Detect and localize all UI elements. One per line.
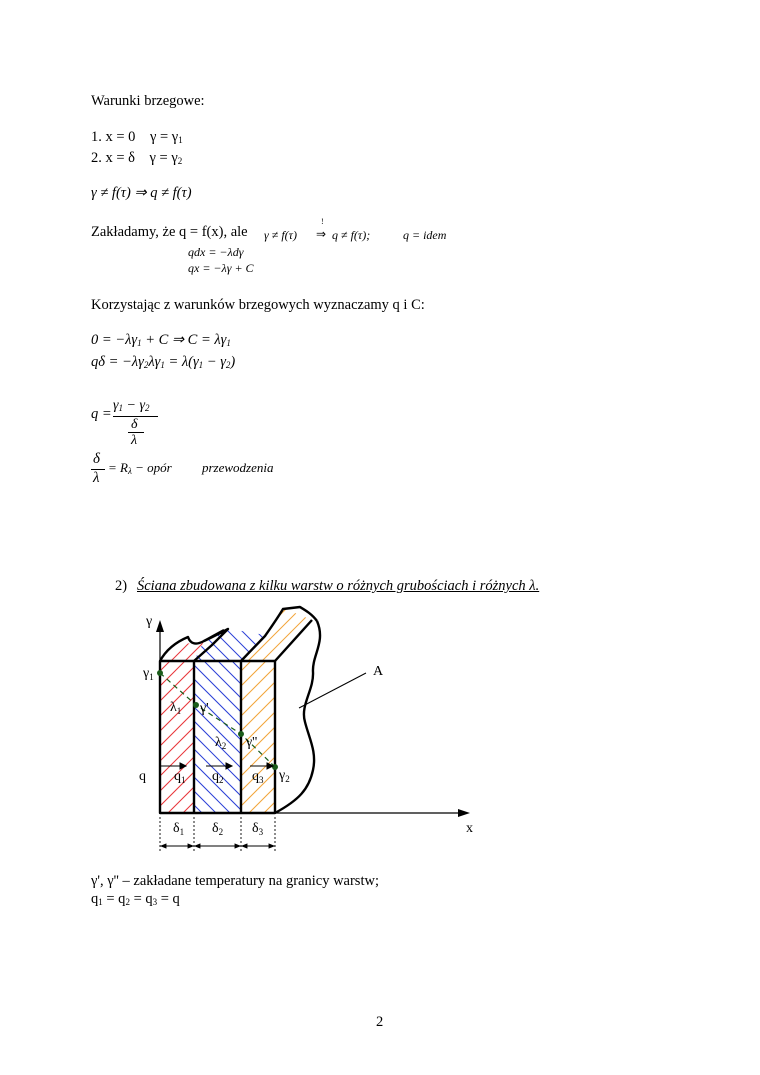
hatch-line	[164, 604, 221, 661]
eq-q-lhs: q =	[91, 406, 112, 422]
hatch-line	[265, 626, 300, 661]
hatch-line	[93, 661, 245, 813]
hatch-line	[358, 661, 510, 813]
implication-equation: γ ≠ f(τ) ⇒ q ≠ f(τ)	[91, 185, 192, 201]
bc1-num: 1. x = 0	[91, 129, 136, 145]
eq-c-b: + C ⇒ C = λγ	[141, 332, 227, 348]
profile-points	[157, 670, 278, 770]
hatch-line	[294, 661, 446, 813]
eq-qd-d: − γ	[203, 354, 226, 370]
hatch-line	[33, 661, 185, 813]
eq-r-mid: = R	[108, 460, 128, 475]
hatch-line	[0, 661, 140, 813]
delta2-label: $\delta_2$	[212, 821, 224, 837]
hatch-line	[108, 661, 260, 813]
hatch-line	[388, 604, 445, 661]
hatch-line	[99, 661, 251, 813]
hatch-line	[143, 636, 168, 661]
eq-q-num-mid: − γ	[123, 398, 145, 413]
hatch-line	[63, 661, 215, 813]
korzystajac-text: Korzystając z warunków brzegowych wyznaczamy q i C:	[91, 297, 425, 313]
eq-q-den-den: λ	[131, 433, 138, 448]
hatch-line	[264, 661, 416, 813]
eq-c-a: 0 = −λγ	[91, 332, 138, 348]
hatch-line	[386, 661, 538, 813]
hatch-line	[344, 661, 496, 813]
hatch-line	[321, 626, 356, 661]
fq-s2: 2	[125, 897, 130, 907]
hatch-line	[318, 661, 470, 813]
layer3-hatch	[69, 661, 596, 813]
hatch-line	[148, 661, 300, 813]
hatch-line	[78, 661, 230, 813]
hatch-line	[304, 604, 361, 661]
eq-q-num-s1: 1	[118, 403, 124, 413]
hatch-line	[363, 661, 515, 813]
hatch-line	[190, 661, 342, 813]
fq-s3: 3	[152, 897, 158, 907]
eq-qd-c: = λ(γ	[164, 354, 199, 370]
lambda2-label: $\lambda_2$	[215, 735, 227, 751]
hatch-line	[369, 661, 521, 813]
assume-eq1: γ ≠ f(τ)	[264, 228, 297, 242]
layer3-top-hatch	[164, 604, 445, 661]
hatch-line	[18, 661, 170, 813]
hatch-line	[274, 661, 426, 813]
hatch-line	[50, 661, 202, 813]
hatch-line	[333, 661, 485, 813]
axis-y-label: γ	[146, 614, 153, 629]
hatch-line	[243, 661, 395, 813]
hatch-line	[162, 661, 314, 813]
eq-qd-b: λγ	[148, 354, 161, 370]
hatch-line	[303, 661, 455, 813]
hatch-line	[189, 661, 341, 813]
hatch-line	[273, 661, 425, 813]
eq-qd-s2: 1	[160, 360, 165, 370]
hatch-line	[324, 661, 476, 813]
fq-b: = q	[102, 891, 126, 907]
hatch-line	[178, 604, 235, 661]
hatch-line	[360, 604, 417, 661]
hatch-line	[260, 661, 412, 813]
hatch-line	[262, 604, 319, 661]
hatch-line	[199, 636, 224, 661]
hatch-line	[414, 661, 566, 813]
hatch-line	[399, 661, 551, 813]
hatch-line	[227, 636, 252, 661]
assume-excl: !	[321, 217, 324, 226]
fq-s1: 1	[98, 897, 103, 907]
eq-qd-s4: 2	[225, 360, 231, 370]
assume-text: Zakładamy, że q = f(x), ale	[91, 224, 248, 240]
temperature-profile	[160, 673, 275, 767]
footnote-gamma: γ', γ'' – zakładane temperatury na granicy warstw;	[91, 873, 379, 889]
hatch-line	[22, 661, 174, 813]
hatch-line	[129, 636, 154, 661]
fq-d: = q	[157, 891, 180, 907]
eq-qd-a: qδ = −λγ	[91, 354, 144, 370]
q2-label: $q_2$	[212, 769, 224, 785]
hatch-line	[374, 604, 431, 661]
hatch-line	[129, 661, 281, 813]
hatch-line	[372, 661, 524, 813]
gamma-double-prime-label: γ''	[246, 735, 258, 750]
bc2-eq: γ = γ	[149, 150, 178, 166]
fq-a: q	[91, 891, 99, 907]
hatch-line	[153, 661, 305, 813]
hatch-line	[384, 661, 536, 813]
hatch-line	[276, 604, 333, 661]
hatch-line	[246, 661, 398, 813]
hatch-line	[309, 661, 461, 813]
hatch-line	[346, 604, 403, 661]
bc2-sub: 2	[177, 156, 183, 166]
eq-r-num: δ	[93, 451, 100, 467]
label-a: A	[373, 664, 384, 679]
hatch-line	[444, 661, 596, 813]
delta3-label: $\delta_3$	[252, 821, 264, 837]
delta1-label: $\delta_1$	[173, 821, 185, 837]
eq-r-opor: − opór	[131, 460, 172, 475]
q3-label: $q_3$	[252, 769, 264, 785]
hatch-line	[279, 661, 431, 813]
hatch-line	[134, 661, 286, 813]
hatch-line	[354, 661, 506, 813]
hatch-line	[114, 661, 266, 813]
hatch-line	[332, 604, 389, 661]
eq-qd-s1: 2	[143, 360, 149, 370]
eq-q-num-g: γ	[113, 398, 119, 413]
lambda1-label: $\lambda_1$	[170, 700, 182, 716]
eq-qd-e: )	[230, 354, 236, 370]
eq-c-s2: 1	[226, 338, 231, 348]
eq-r-den: λ	[93, 470, 100, 486]
gamma2-label: $\gamma_2$	[279, 768, 290, 784]
q1-label: $q_1$	[174, 769, 186, 785]
hatch-line	[339, 661, 491, 813]
heading-warunki: Warunki brzegowe:	[91, 93, 205, 109]
hatch-line	[400, 661, 552, 813]
hatch-line	[106, 661, 258, 813]
hatch-line	[348, 661, 500, 813]
eq-q-num-s2: 2	[145, 403, 150, 413]
hatch-line	[279, 626, 314, 661]
eq-q-den-num: δ	[131, 417, 138, 432]
hatch-line	[248, 604, 305, 661]
hatch-line	[3, 661, 155, 813]
section2-text: Ściana zbudowana z kilku warstw o różnych grubościach i różnych λ.	[137, 578, 540, 594]
assume-eq3: q = idem	[403, 228, 447, 242]
hatch-line	[316, 661, 468, 813]
hatch-line	[249, 661, 401, 813]
assume-arrow: ⇒	[316, 227, 327, 241]
page-number: 2	[376, 1014, 384, 1030]
axis-x-label: x	[466, 821, 473, 836]
eq-r-sub: λ	[127, 466, 132, 476]
bc1-eq: γ = γ	[149, 129, 179, 145]
hatch-line	[293, 626, 328, 661]
eq-qdx: qdx = −λdγ	[188, 245, 244, 259]
hatch-line	[429, 661, 581, 813]
eq-r-word: przewodzenia	[202, 460, 274, 475]
bc2-num: 2. x = δ	[91, 150, 136, 166]
hatch-line	[48, 661, 200, 813]
eq-qx: qx = −λγ + C	[188, 261, 254, 275]
eq-c-s1: 1	[137, 338, 142, 348]
hatch-line	[168, 661, 320, 813]
hatch-line	[307, 626, 342, 661]
assume-eq2: q ≠ f(τ);	[332, 228, 371, 242]
hatch-line	[258, 661, 410, 813]
hatch-line	[290, 604, 347, 661]
hatch-line	[318, 604, 375, 661]
gamma-prime-label: γ'	[200, 701, 209, 716]
footnote-q	[91, 892, 180, 907]
section2-number: 2)	[115, 578, 128, 594]
eq-qd-s3: 1	[198, 360, 204, 370]
gamma1-label: $\gamma_1$	[143, 666, 154, 682]
fq-c: = q	[129, 891, 153, 907]
hatch-line	[330, 661, 482, 813]
hatch-line	[204, 661, 356, 813]
bc1-sub: 1	[178, 135, 183, 145]
hatch-line	[206, 604, 263, 661]
hatch-line	[302, 661, 454, 813]
q-label: q	[139, 769, 146, 784]
hatch-line	[36, 661, 188, 813]
hatch-line	[255, 636, 280, 661]
hatch-line	[115, 636, 140, 661]
layer2-hatch	[22, 661, 552, 813]
